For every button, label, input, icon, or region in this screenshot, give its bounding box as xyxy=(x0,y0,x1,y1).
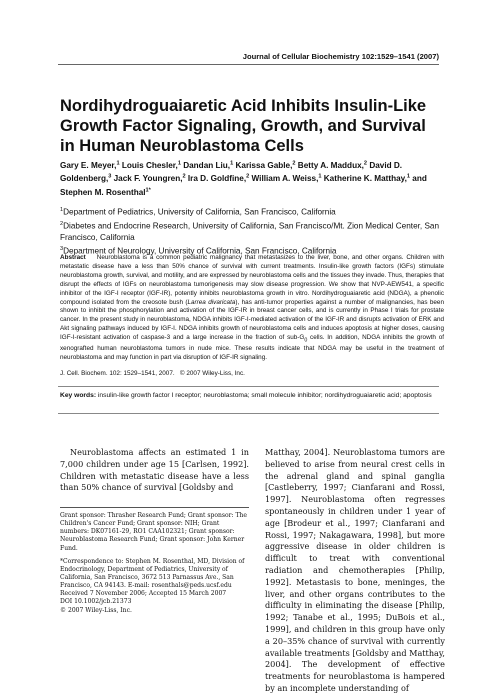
author: Karissa Gable,$^2$ xyxy=(235,160,296,170)
affiliation: $^3$Department of Neurology, University of California, San Francisco, California xyxy=(60,245,337,256)
author: David D. Goldenberg,$^3$ xyxy=(60,160,403,184)
footnote-rule xyxy=(60,507,249,508)
abstract-heading: Abstract xyxy=(60,254,86,261)
author: Katherine K. Matthay,$^1$ xyxy=(323,173,410,184)
author: Louis Chesler,$^1$ xyxy=(121,160,181,170)
species-name: Larrea divaricata xyxy=(187,298,236,306)
article-title: Nordihydroguaiaretic Acid Inhibits Insulin-Like Growth Factor Signaling, Growth, and Survival in Human Neuroblastoma Cells xyxy=(60,97,427,155)
keywords-rule-top xyxy=(58,386,439,387)
author: Gary E. Meyer,$^1$ xyxy=(60,160,120,170)
received-dates: Received 7 November 2006; Accepted 15 March 2007 xyxy=(60,590,227,597)
affiliation: $^2$Diabetes and Endocrine Research, University of California, San Francisco/Mt. Zion Medical Center, San Francisco, California xyxy=(60,220,440,243)
doi: DOI 10.1002/jcb.21373 xyxy=(60,598,132,605)
author: William A. Weiss,$^1$ xyxy=(251,173,322,184)
author: Dandan Liu,$^1$ xyxy=(183,160,234,170)
author: Ira D. Goldfine,$^2$ xyxy=(187,173,250,184)
author: Betty A. Maddux,$^2$ xyxy=(297,160,368,170)
copyright-notice: © 2007 Wiley-Liss, Inc. xyxy=(60,607,132,614)
body-right-column: Matthay, 2004]. Neuroblastoma tumors are believed to arise from neural crest cells in the adrenal gland and spinal ganglia [Castleberry, 1997; Cianfarani and Rossi, 1997]. Neuroblastoma often regresses spontaneously in children under 1 year of age [Brodeur et al., 1997; Cianfarani and Rossi, 1997; Nakagawara, 1998], but more aggressive disease in older children is difficult to treat with conventional radiation and chemotherapies [Philip, 1992]. Metastasis to bone, meninges, the liver, and other organs contributes to the difficulty in eliminating the disease [Philip, 1992; Tanabe et al., 1995; DuBois et al., 1999], and children in this group have only a 20–35% chance of survival with currently available treatments [Goldsby and Matthay, 2004]. The development of effective treatments for neuroblastoma is hampered by an incomplete understanding of xyxy=(265,447,445,693)
author: Jack F. Youngren,$^2$ xyxy=(113,173,186,184)
keywords-rule-bottom xyxy=(58,413,439,414)
keywords-label: Key words: xyxy=(60,392,97,399)
body-left-column: Neuroblastoma affects an estimated 1 in 7,000 children under age 15 [Carlsen, 1992]. Children with metastatic disease have a less than 50% chance of survival [Goldsby and xyxy=(60,447,249,493)
journal-header: Journal of Cellular Biochemistry 102:1529–1541 (2007) xyxy=(242,52,439,61)
keywords: Key words: insulin-like growth factor I receptor; neuroblastoma; small molecule inhibitor; nordihydroguaiaretic acid; apoptosis xyxy=(60,392,432,399)
affiliation-list xyxy=(60,205,440,257)
author-list xyxy=(60,158,440,199)
abstract: Abstract Neuroblastoma is a common pediatric malignancy that metastasizes to the liver, bone, and other organs. Children with metastatic disease have a less than 50% chance of survival with current treatments. Insulin-like growth factors (IGFs) stimulate neuroblastoma growth, survival, and motility, and are expressed by neuroblastoma cells and the tissues they invade. Thus, therapies that disrupt the effects of IGFs on neuroblastoma tumorigenesis may slow disease progression. We show that NVP-AEW541, a specific inhibitor of the IGF-I receptor (IGF-IR), potently inhibits neuroblastoma growth in vitro. Nordihydroguaiaretic acid (NDGA), a phenolic compound isolated from the creosote bush (Larrea divaricata), has anti-tumor properties against a number of malignancies, has been shown to inhibit the phosphorylation and activation of the IGF-IR in breast cancer cells, and is currently in Phase I trials for prostate cancer. In the present study in neuroblastoma, NDGA inhibits IGF-I-mediated activation of the IGF-IR and disrupts activation of ERK and Akt signaling pathways induced by IGF-I. NDGA inhibits growth of neuroblastoma cells and induces apoptosis at higher doses, causing IGF-I-resistant activation of caspase-3 and a large increase in the fraction of sub-$G_0$ cells. In addition, NDGA inhibits the growth of xenografted human neuroblastoma tumors in nude mice. These results indicate that NDGA may be useful in the treatment of neuroblastoma and may function in part via disruption of IGF-IR signaling. xyxy=(60,254,444,362)
header-rule xyxy=(58,64,439,65)
correspondence: *Correspondence to: Stephen M. Rosenthal, MD, Division of Endocrinology, Department of Pediatrics, University of California, San Francisco, 3672 513 Parnassus Ave., San Francisco, CA 94143. E-mail: rosenthals@peds.ucsf.edu xyxy=(60,558,245,590)
affiliation: $^1$Department of Pediatrics, University of California, San Francisco, California xyxy=(60,207,336,217)
abstract-citation: J. Cell. Biochem. 102: 1529–1541, 2007. © 2007 Wiley-Liss, Inc. xyxy=(60,370,245,377)
author: and Stephen M. Rosenthal$^{1*}$ xyxy=(60,174,427,197)
grant-sponsors: Grant sponsor: Thrasher Research Fund; Grant sponsor: The Children's Cancer Fund; Grant sponsor: NIH; Grant numbers: DK07161-29, RO1 CAA102321; Grant sponsor: Neuroblastoma Research Fund; Grant sponsor: John Kerner Fund. xyxy=(60,512,247,552)
abstract-copyright: © 2007 Wiley-Liss, Inc. xyxy=(179,370,245,377)
